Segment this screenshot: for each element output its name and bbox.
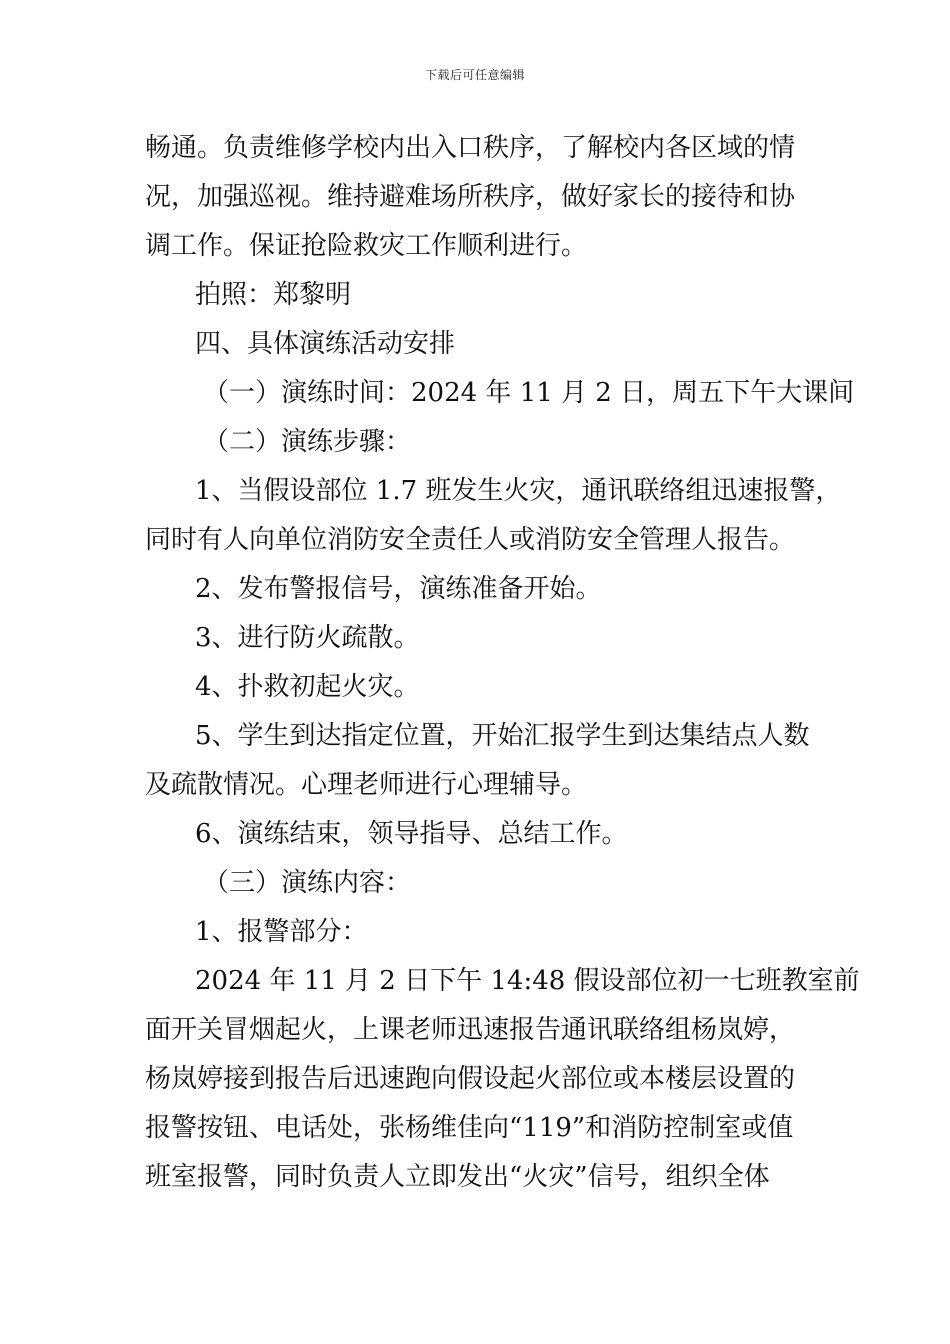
subsection-heading: （一）演练时间：2024 年 11 月 2 日，周五下午大课间	[203, 378, 855, 408]
paragraph-line: 及疏散情况。心理老师进行心理辅导。	[145, 770, 588, 800]
list-item: 1、当假设部位 1.7 班发生火灾，通讯联络组迅速报警，	[195, 476, 842, 506]
paragraph-line: 畅通。负责维修学校内出入口秩序，了解校内各区域的情	[145, 133, 796, 163]
list-item: 6、演练结束，领导指导、总结工作。	[195, 819, 628, 849]
list-item: 5、学生到达指定位置，开始汇报学生到达集结点人数	[195, 721, 810, 751]
paragraph-line: 杨岚婷接到报告后迅速跑向假设起火部位或本楼层设置的	[145, 1064, 796, 1094]
paragraph-line: 班室报警，同时负责人立即发出“火灾”信号，组织全体	[145, 1162, 770, 1192]
paragraph-line: 调工作。保证抢险救灾工作顺利进行。	[145, 231, 588, 261]
list-item: 1、报警部分：	[195, 917, 368, 947]
paragraph-line: 况，加强巡视。维持避难场所秩序，做好家长的接待和协	[145, 182, 796, 212]
list-item: 2、发布警报信号，演练准备开始。	[195, 574, 602, 604]
section-heading: 四、具体演练活动安排	[195, 329, 456, 359]
paragraph-line: 同时有人向单位消防安全责任人或消防安全管理人报告。	[145, 525, 796, 555]
paragraph-line: 报警按钮、电话处，张杨维佳向“119”和消防控制室或值	[145, 1113, 794, 1143]
paragraph-line: 面开关冒烟起火，上课老师迅速报告通讯联络组杨岚婷，	[145, 1015, 796, 1045]
page-header-note: 下载后可任意编辑	[424, 68, 525, 82]
subsection-heading: （三）演练内容：	[203, 868, 412, 898]
list-item: 4、扑救初起火灾。	[195, 672, 420, 702]
photographer-line: 拍照：郑黎明	[195, 280, 352, 310]
list-item: 3、进行防火疏散。	[195, 623, 420, 653]
subsection-heading: （二）演练步骤：	[203, 427, 412, 457]
paragraph-line: 2024 年 11 月 2 日下午 14:48 假设部位初一七班教室前	[195, 966, 860, 996]
document-body	[145, 124, 860, 1202]
